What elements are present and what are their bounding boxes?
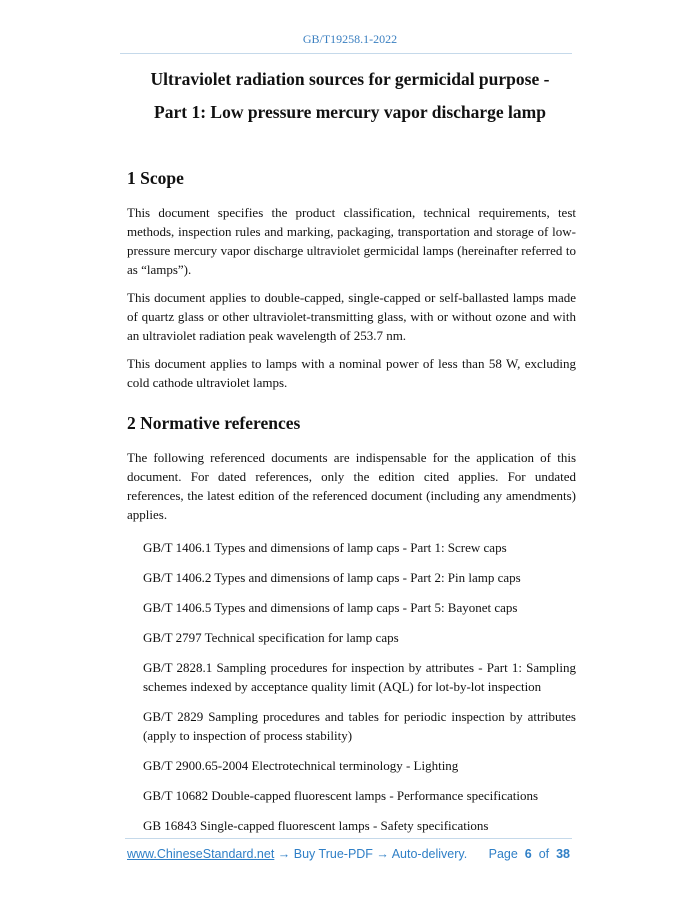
reference-item: GB/T 2829 Sampling procedures and tables for periodic inspection by attributes (apply to inspection of process stability) [143,709,576,743]
reference-item: GB 16843 Single-capped fluorescent lamps - Safety specifications [143,818,489,833]
title-line-1: Ultraviolet radiation sources for germicidal purpose - [150,69,550,89]
reference-item: GB/T 10682 Double-capped fluorescent lamps - Performance specifications [143,788,539,803]
reference-item: GB/T 1406.2 Types and dimensions of lamp caps - Part 2: Pin lamp caps [143,570,521,585]
document-id-header: GB/T19258.1-2022 [302,32,398,46]
page-indicator [489,847,570,861]
reference-item: GB/T 2828.1 Sampling procedures for inspection by attributes - Part 1: Sampling schemes indexed by acceptance quality limit (AQL) for lot-by-lot inspection [143,660,576,694]
total-pages: 38 [556,847,570,861]
footer [127,847,572,861]
header-divider [120,53,572,54]
current-page: 6 [524,847,532,861]
footer-divider [125,838,572,839]
reference-item: GB/T 1406.5 Types and dimensions of lamp caps - Part 5: Bayonet caps [143,600,518,615]
normative-intro-paragraph: The following referenced documents are indispensable for the application of this document. For dated references, only the edition cited applies. For undated references, the latest edition of the referenced document (including any amendments) applies. [127,450,576,522]
scope-paragraph-3: This document applies to lamps with a nominal power of less than 58 W, excluding cold cathode ultraviolet lamps. [127,356,576,390]
page-content [0,32,700,835]
of-label: of [538,847,550,861]
reference-item: GB/T 2797 Technical specification for lamp caps [143,630,399,645]
footer-tagline: → Buy True-PDF → Auto-delivery. [274,847,468,861]
section-heading-scope: 1 Scope [127,168,184,188]
website-link[interactable]: www.ChineseStandard.net [127,847,275,861]
title-line-2: Part 1: Low pressure mercury vapor discharge lamp [154,102,546,122]
scope-paragraph-1: This document specifies the product classification, technical requirements, test methods, inspection rules and marking, packaging, transportation and storage of low-pressure mercury vapor discharge ultraviolet germicidal lamps (hereinafter referred to as “lamps”). [127,205,576,277]
section-heading-normative-references: 2 Normative references [127,413,301,433]
page-label: Page [488,847,518,861]
reference-item: GB/T 2900.65-2004 Electrotechnical terminology - Lighting [143,758,459,773]
reference-item: GB/T 1406.1 Types and dimensions of lamp caps - Part 1: Screw caps [143,540,507,555]
scope-paragraph-2: This document applies to double-capped, single-capped or self-ballasted lamps made of quartz glass or other ultraviolet-transmitting glass, with or without ozone and with an ultraviolet radiation peak wavelength of 253.7 nm. [127,290,576,343]
